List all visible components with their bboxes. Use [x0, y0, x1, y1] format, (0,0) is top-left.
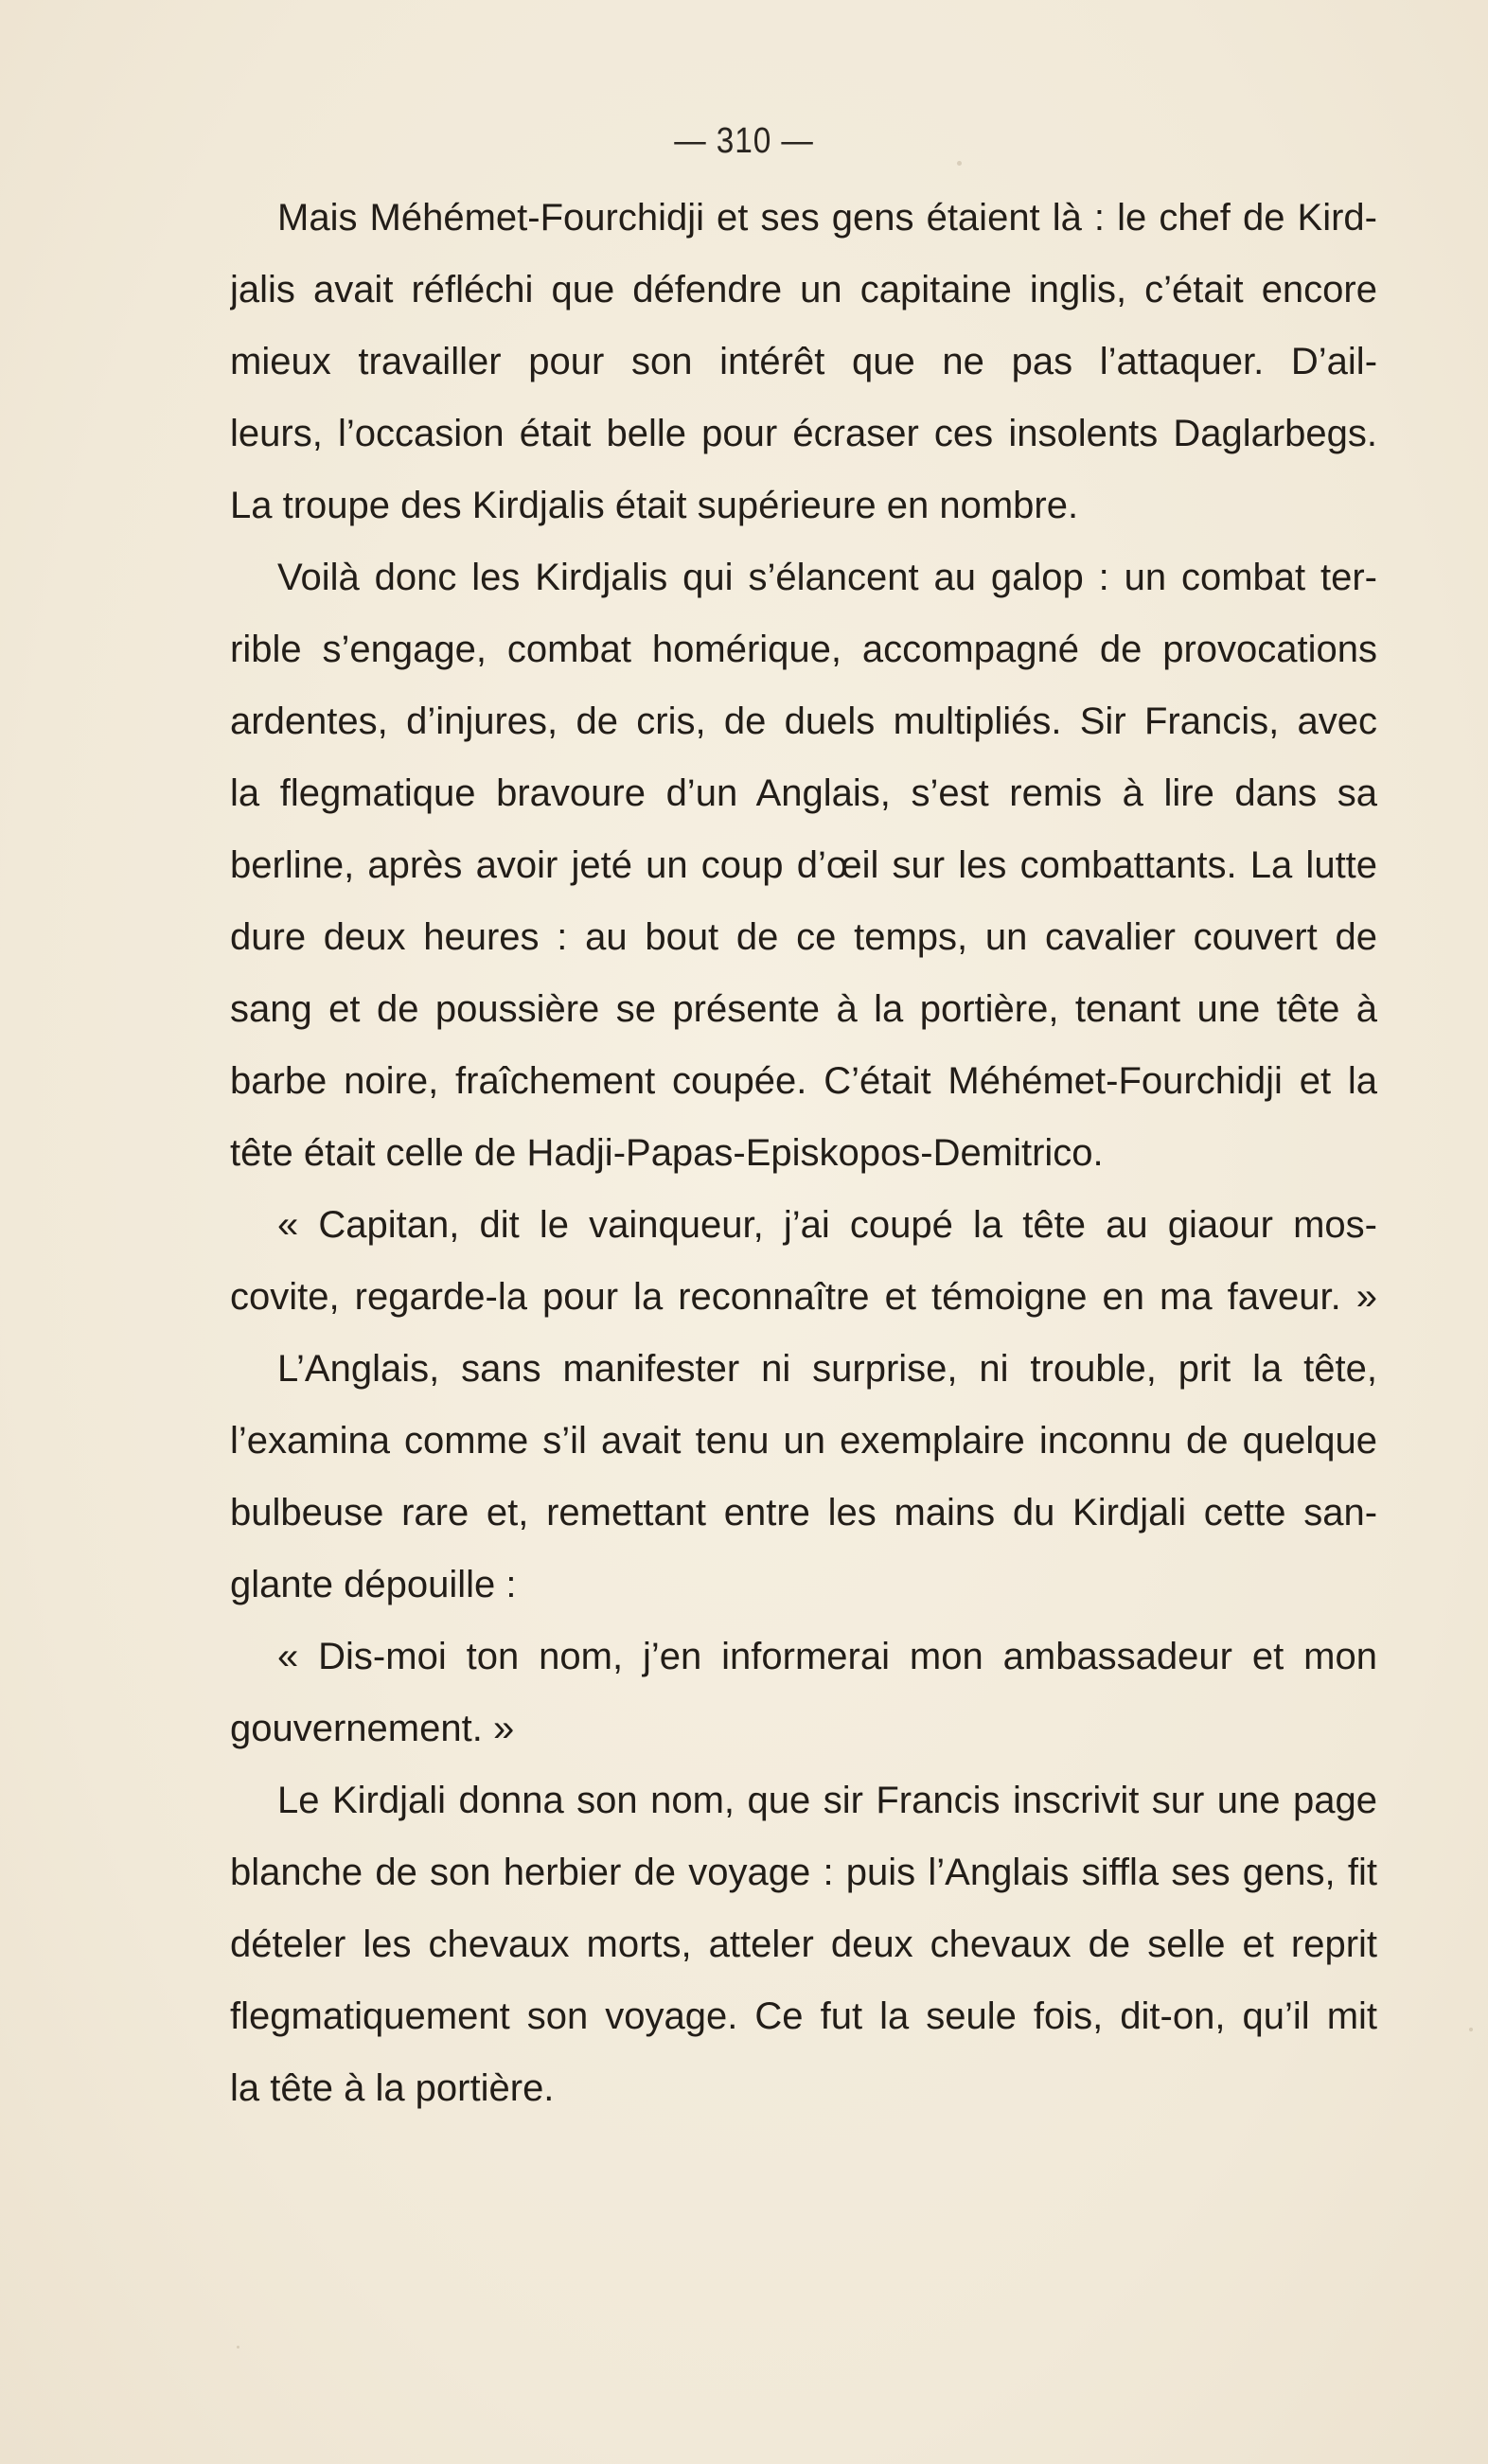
text-line: Mais Méhémet-Fourchidji et ses gens étaient là : le chef de Kird-	[277, 197, 1377, 239]
text-line: jalis avait réfléchi que défendre un capitaine inglis, c’était encore	[230, 269, 1377, 310]
text-line: mieux travailler pour son intérêt que ne pas l’attaquer. D’ail-	[230, 341, 1377, 382]
text-line: blanche de son herbier de voyage : puis l’Anglais siffla ses gens, fit	[230, 1852, 1377, 1893]
text-line: la flegmatique bravoure d’un Anglais, s’est remis à lire dans sa	[230, 772, 1377, 814]
text-line: L’Anglais, sans manifester ni surprise, ni trouble, prit la tête,	[277, 1348, 1377, 1390]
text-line: berline, après avoir jeté un coup d’œil sur les combattants. La lutte	[230, 844, 1377, 886]
paper-speck	[237, 2346, 239, 2349]
text-line: l’examina comme s’il avait tenu un exemplaire inconnu de quelque	[230, 1420, 1377, 1462]
text-line: dure deux heures : au bout de ce temps, un cavalier couvert de	[230, 916, 1377, 958]
text-line: bulbeuse rare et, remettant entre les mains du Kirdjali cette san-	[230, 1492, 1377, 1533]
text-line: glante dépouille :	[230, 1564, 517, 1605]
text-line: Le Kirdjali donna son nom, que sir Francis inscrivit sur une page	[277, 1780, 1377, 1821]
paper-speck	[957, 161, 962, 166]
text-line: sang et de poussière se présente à la portière, tenant une tête à	[230, 988, 1377, 1030]
body-text	[230, 182, 1377, 2124]
text-line: gouvernement. »	[230, 1708, 515, 1749]
text-line: La troupe des Kirdjalis était supérieure en nombre.	[230, 485, 1079, 526]
page-number: — 310 —	[674, 121, 814, 161]
text-line: covite, regarde-la pour la reconnaître et témoigne en ma faveur. »	[230, 1276, 1377, 1318]
text-line: Voilà donc les Kirdjalis qui s’élancent au galop : un combat ter-	[277, 557, 1377, 598]
text-line: ardentes, d’injures, de cris, de duels multipliés. Sir Francis, avec	[230, 700, 1377, 742]
text-line: barbe noire, fraîchement coupée. C’était Méhémet-Fourchidji et la	[230, 1060, 1377, 1102]
text-line: « Dis-moi ton nom, j’en informerai mon ambassadeur et mon	[277, 1636, 1377, 1677]
text-line: la tête à la portière.	[230, 2067, 555, 2109]
text-line: tête était celle de Hadji-Papas-Episkopos-Demitrico.	[230, 1132, 1104, 1174]
text-line: « Capitan, dit le vainqueur, j’ai coupé la tête au giaour mos-	[277, 1204, 1377, 1246]
text-line: flegmatiquement son voyage. Ce fut la seule fois, dit-on, qu’il mit	[230, 1995, 1377, 2037]
paper-speck	[1469, 2028, 1473, 2031]
text-line: leurs, l’occasion était belle pour écraser ces insolents Daglarbegs.	[230, 413, 1377, 454]
text-line: dételer les chevaux morts, atteler deux chevaux de selle et reprit	[230, 1923, 1377, 1965]
text-line: rible s’engage, combat homérique, accompagné de provocations	[230, 629, 1377, 670]
